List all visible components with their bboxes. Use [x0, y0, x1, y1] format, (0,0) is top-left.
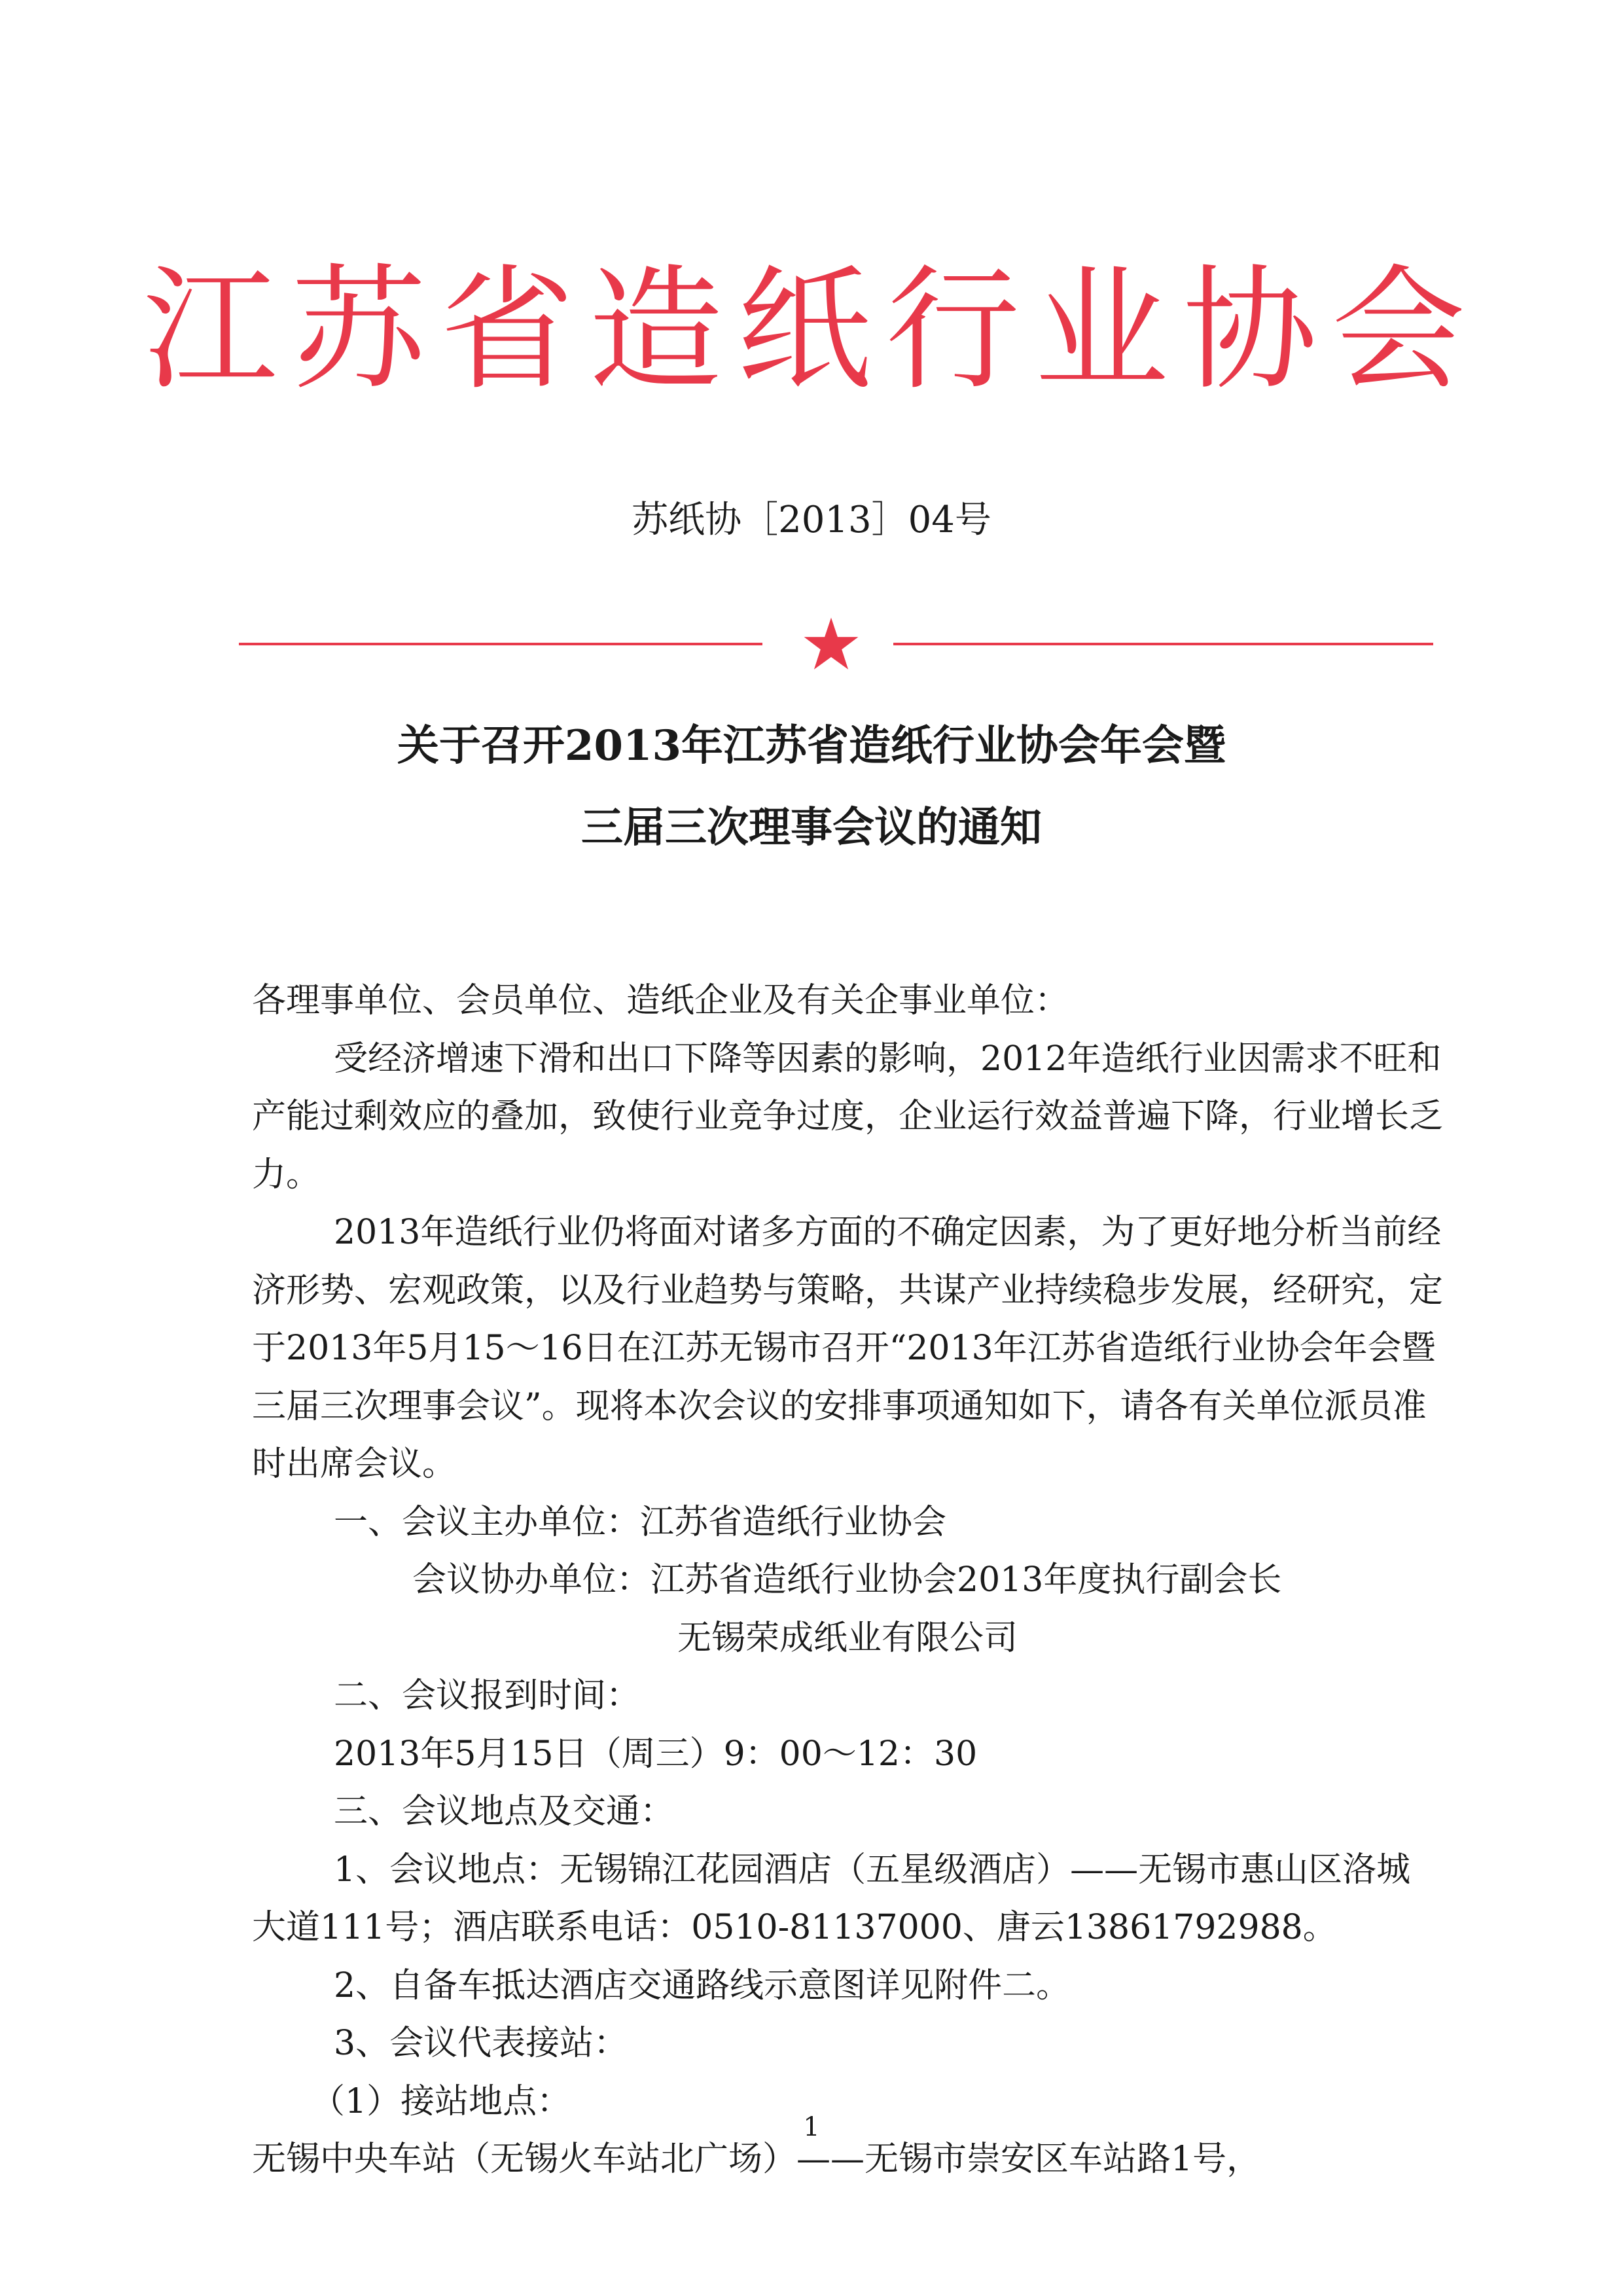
divider-line-left [239, 643, 762, 645]
document-number: 苏纸协［2013］04号 [632, 499, 991, 541]
item-pickup-heading: （1）接站地点： [311, 2081, 571, 2121]
item-venue-heading: 三、会议地点及交通： [334, 1792, 675, 1831]
item-co-organizer-company: 无锡荣成纸业有限公司 [677, 1618, 1018, 1658]
paragraph-meeting-announcement: 2013年造纸行业仍将面对诸多方面的不确定因素，为了更好地分析当前经济形势、宏观政策，以及行业趋势与策略，共谋产业持续稳步发展，经研究，定于2013年5月15～16日在江苏无锡市召开“2013年江苏省造纸行业协会年会暨三届三次理事会议”。现将本次会议的安排事项通知如下，请各有关单位派员准时出席会议。 [252, 1213, 1444, 1484]
page-number: 1 [803, 2112, 820, 2142]
star-icon [802, 615, 861, 674]
item-organizer: 一、会议主办单位：江苏省造纸行业协会 [334, 1502, 947, 1542]
item-registration-heading: 二、会议报到时间： [334, 1676, 641, 1715]
letterhead-title: 江苏省造纸行业协会 [143, 253, 1480, 408]
notice-body [252, 972, 1443, 2189]
divider-line-right [893, 643, 1433, 645]
item-venue-pickup: 3、会议代表接站： [334, 2024, 628, 2063]
item-venue-route: 2、自备车抵达酒店交通路线示意图详见附件二。 [334, 1965, 1071, 2005]
notice-title-line-2: 三届三次理事会议的通知 [581, 803, 1042, 852]
salutation: 各理事单位、会员单位、造纸企业及有关企事业单位： [252, 981, 1069, 1020]
item-registration-time: 2013年5月15日（周三）9：00～12：30 [334, 1734, 978, 1774]
paragraph-economic-context: 受经济增速下滑和出口下降等因素的影响，2012年造纸行业因需求不旺和产能过剩效应的叠加，致使行业竞争过度，企业运行效益普遍下降，行业增长乏力。 [252, 1039, 1444, 1194]
item-venue-address: 1、会议地点：无锡锦江花园酒店（五星级酒店）——无锡市惠山区洛城大道111号；酒店联系电话：0510-81137000、唐云13861792988。 [252, 1850, 1411, 1947]
notice-title-line-1: 关于召开2013年江苏省造纸行业协会年会暨 [397, 721, 1226, 770]
item-co-organizer: 会议协办单位：江苏省造纸行业协会2013年度执行副会长 [412, 1560, 1282, 1600]
item-pickup-location: 无锡中央车站（无锡火车站北广场）——无锡市崇安区车站路1号， [252, 2140, 1261, 2179]
